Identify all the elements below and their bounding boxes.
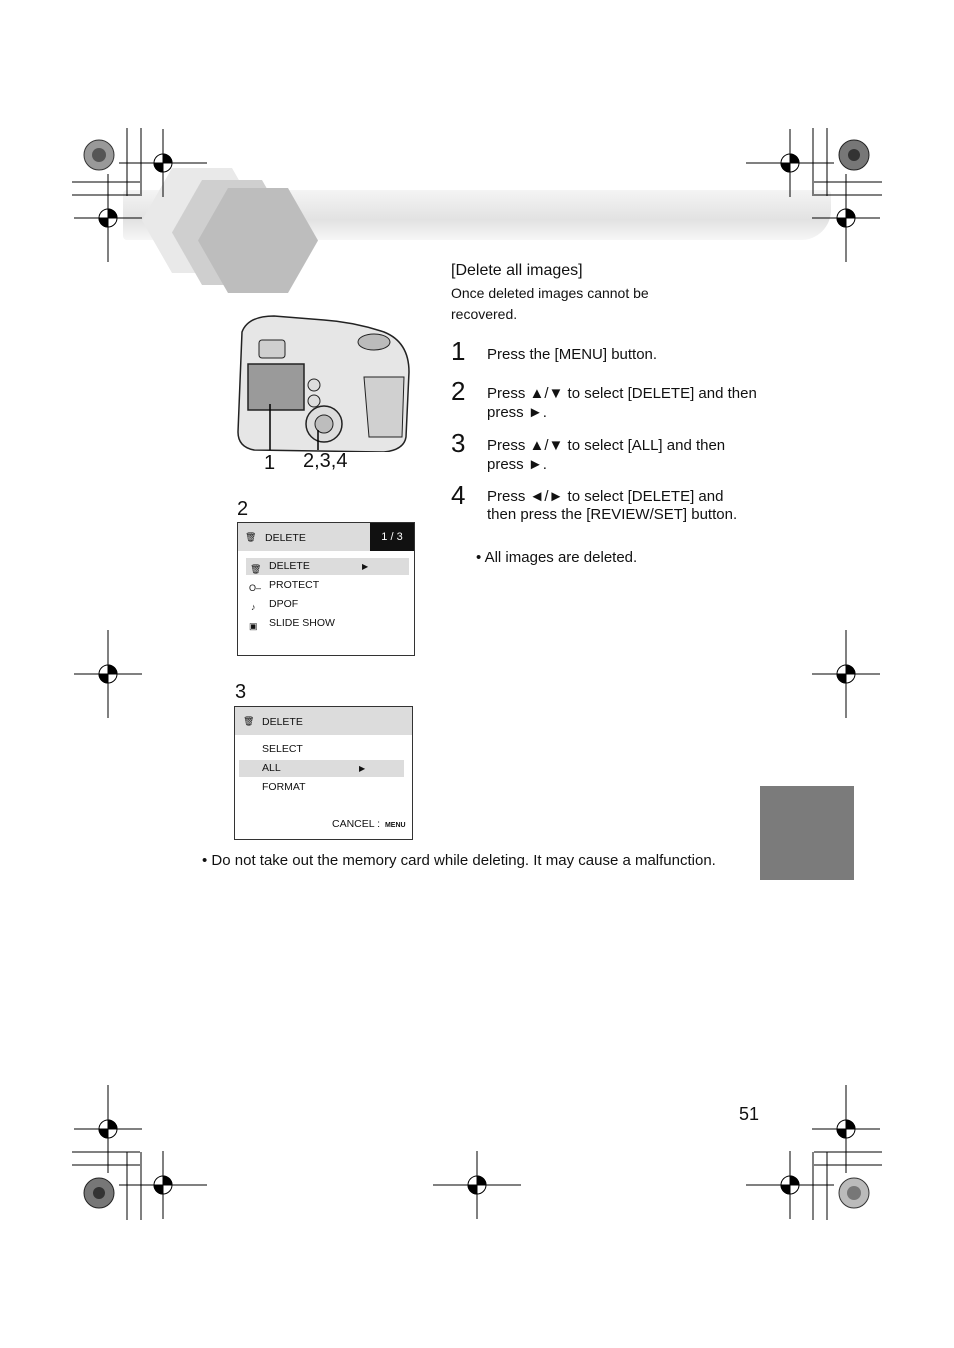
step-3-number: 3 (451, 428, 466, 458)
camera-illustration (234, 312, 414, 452)
item-label: SELECT (262, 743, 303, 755)
step-3-text: Press ▲/▼ to select [ALL] and then press ►. (487, 437, 726, 473)
arrow-right-icon: ▶ (362, 562, 369, 571)
section-title: [Delete all images] (451, 262, 583, 279)
step-2-number: 2 (451, 376, 466, 406)
slideshow-icon: ▣ (249, 621, 258, 631)
item-label: SLIDE SHOW (269, 617, 335, 629)
item-label: DELETE (269, 560, 310, 572)
screen3-header (235, 707, 412, 735)
step-2-text: Press ▲/▼ to select [DELETE] and then press ►. (487, 385, 757, 421)
screen3-label: 3 (235, 681, 247, 703)
screen2-item-protect[interactable] (246, 577, 409, 594)
screen2-item-delete[interactable] (246, 558, 409, 575)
step-4-number: 4 (451, 480, 466, 510)
screen2-header (238, 523, 370, 551)
camera-label-cursor: 2,3,4 (303, 450, 348, 472)
screen2-item-slideshow[interactable] (246, 615, 409, 632)
screen3-menu (234, 706, 413, 840)
footer-note: • Do not take out the memory card while deleting. It may cause a malfunction. (202, 852, 716, 869)
trash-icon: 🗑 (250, 564, 262, 574)
cancel-label: CANCEL : (332, 818, 381, 830)
item-label: FORMAT (262, 781, 306, 793)
arrow-right-icon: ▶ (359, 764, 366, 773)
screen3-item-select[interactable] (239, 741, 404, 758)
screen2-menu (237, 522, 415, 656)
trash-icon: 🗑 (243, 716, 255, 726)
dpof-icon: ♪ (251, 602, 256, 612)
item-label: PROTECT (269, 579, 320, 591)
menu-icon: MENU (384, 822, 406, 829)
trash-icon: 🗑 (245, 532, 257, 542)
step-4-text: Press ◄/► to select [DELETE] and then press the [REVIEW/SET] button. (487, 488, 738, 523)
key-icon: O‒ (249, 583, 262, 593)
screen2-label: 2 (237, 498, 249, 520)
screen3-item-format[interactable] (239, 779, 404, 796)
screen2-page-indicator: 1 / 3 (370, 523, 414, 551)
section-note: Once deleted images cannot be recovered. (451, 285, 649, 322)
chapter-tab (760, 786, 854, 880)
step-1-text: Press the [MENU] button. (487, 346, 658, 363)
screen3-item-all[interactable] (239, 760, 404, 777)
step-1-number: 1 (451, 336, 466, 366)
camera-label-menu: 1 (264, 452, 276, 474)
item-label: DPOF (269, 598, 299, 610)
screen3-header-title: DELETE (262, 716, 303, 728)
item-label: ALL (262, 762, 281, 774)
screen2-header-title: DELETE (265, 532, 306, 544)
screen3-cancel-hint (332, 818, 406, 830)
page-number: 51 (739, 1104, 760, 1124)
step-4-bullet: • All images are deleted. (476, 549, 638, 566)
screen2-item-dpof[interactable] (246, 596, 409, 613)
